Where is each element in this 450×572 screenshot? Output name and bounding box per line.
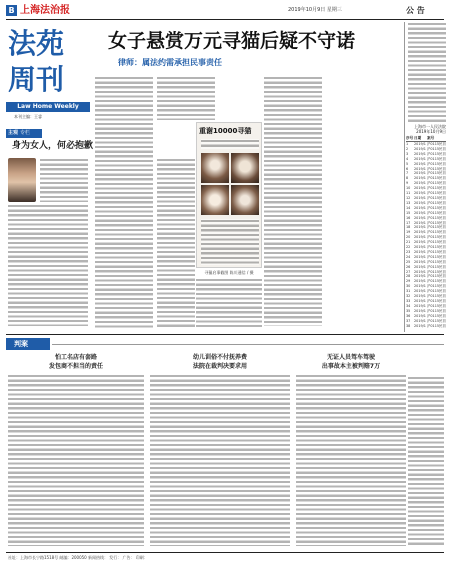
table-cell: 36 — [406, 313, 411, 318]
table-cell: 2019/1 — [414, 142, 426, 146]
table-cell: 2019/1 — [414, 303, 426, 308]
table-cell: 18 — [406, 225, 411, 230]
cat-image-2 — [231, 153, 259, 183]
table-cell: 13 — [406, 200, 411, 205]
table-cell: 38 — [406, 323, 411, 328]
table-cell: 沪0115民初 — [427, 313, 446, 318]
bottom-article-1-title: 怕工名店有套路 — [54, 354, 97, 361]
table-cell: 沪0115民初 — [427, 264, 446, 269]
notice-signoff: 上海市一人民法院 — [414, 124, 446, 129]
table-cell: 沪0115民初 — [427, 269, 446, 274]
table-cell: 沪0115民初 — [427, 289, 446, 294]
essay-title: 身为女人，何必抱歉 — [12, 141, 94, 151]
table-cell: 2019/1 — [414, 230, 426, 235]
table-cell: 沪0115民初 — [427, 181, 446, 186]
table-cell: 2 — [406, 146, 409, 151]
bottom-article-3-title: 无证人员驾车驾驶 — [326, 354, 375, 361]
author-portrait — [8, 158, 36, 202]
photo-caption: 寻猫启事截图 陈川通信 / 摄 — [204, 270, 254, 275]
table-cell: 2019/1 — [414, 181, 426, 186]
bottom-article-1-body — [8, 374, 144, 546]
table-cell: 2019/1 — [414, 151, 426, 156]
table-cell: 沪0115民初 — [427, 146, 446, 151]
table-cell: 7 — [406, 171, 409, 176]
table-cell: 沪0115民初 — [427, 323, 446, 328]
table-cell: 14 — [406, 205, 411, 210]
right-bottom-text — [408, 376, 444, 546]
table-cell: 2019/1 — [414, 215, 426, 220]
table-cell: 26 — [406, 264, 411, 269]
section-rule — [6, 334, 444, 335]
table-cell: 2019/1 — [414, 240, 426, 245]
bottom-article-1-subtitle: 发包商不担当的责任 — [48, 363, 103, 370]
weekly-title-block — [6, 28, 90, 122]
table-cell: 9 — [406, 181, 409, 186]
table-cell: 2019/1 — [414, 294, 426, 299]
cat-image-1 — [201, 153, 229, 183]
table-cell: 19 — [406, 230, 411, 235]
table-cell: 沪0115民初 — [427, 299, 446, 303]
table-cell: 2019/1 — [414, 235, 426, 240]
table-cell: 8 — [406, 176, 409, 181]
notice-date: 2019年10月9日 — [416, 129, 446, 134]
masthead-rule — [6, 19, 444, 20]
sub-headline: 律师：属法约需承担民事责任 — [118, 58, 222, 67]
table-cell: 2019/1 — [414, 166, 426, 171]
column-tag-label-2: 专栏 — [20, 130, 31, 136]
bottom-article-2-subtitle: 法院在裁判决要求用 — [192, 363, 247, 370]
table-cell: 23 — [406, 249, 411, 254]
table-cell: 30 — [406, 284, 411, 289]
masthead-logo-icon: B — [6, 5, 17, 16]
table-cell: 沪0115民初 — [427, 284, 446, 289]
table-cell: 沪0115民初 — [427, 308, 446, 313]
table-cell: 2019/1 — [414, 264, 426, 269]
story-col-2b — [157, 158, 195, 328]
column-tag-label: 主观 — [8, 130, 19, 136]
table-cell: 2019/1 — [414, 299, 426, 303]
table-cell: 11 — [406, 191, 411, 196]
cat-image-4 — [231, 185, 259, 215]
table-cell: 2019/1 — [414, 171, 426, 176]
table-cell: 2019/1 — [414, 220, 426, 225]
essay-body-top — [40, 158, 88, 202]
table-cell: 2019/1 — [414, 200, 426, 205]
table-cell: 27 — [406, 269, 411, 274]
main-headline: 女子悬赏万元寻猫后疑不守诺 — [108, 30, 356, 52]
table-cell: 29 — [406, 279, 411, 284]
masthead — [6, 4, 444, 18]
table-cell: 2019/1 — [414, 254, 426, 259]
table-cell: 沪0115民初 — [427, 186, 446, 191]
essay-body — [8, 204, 88, 326]
table-cell: 2019/1 — [414, 289, 426, 294]
table-cell: 沪0115民初 — [427, 166, 446, 171]
strip-line — [52, 344, 444, 345]
bottom-article-3-subtitle: 出事故本主被判赔7万 — [321, 363, 381, 370]
table-cell: 2019/1 — [414, 205, 426, 210]
table-cell: 沪0115民初 — [427, 176, 446, 181]
table-cell: 2019/1 — [414, 156, 426, 161]
table-cell: 25 — [406, 259, 411, 264]
table-cell: 33 — [406, 299, 411, 303]
table-cell: 沪0115民初 — [427, 151, 446, 156]
weekly-subtitle: Law Home Weekly — [6, 102, 90, 112]
bottom-article-3-body — [296, 374, 406, 546]
poster-text — [201, 139, 259, 149]
table-cell: 2019/1 — [414, 279, 426, 284]
table-cell: 1 — [406, 142, 409, 146]
table-cell: 沪0115民初 — [427, 161, 446, 166]
table-cell: 沪0115民初 — [427, 200, 446, 205]
table-cell: 沪0115民初 — [427, 171, 446, 176]
table-cell: 沪0115民初 — [427, 318, 446, 323]
table-cell: 5 — [406, 161, 409, 166]
table-header-date: 日期 — [414, 136, 422, 140]
table-cell: 2019/1 — [414, 191, 426, 196]
table-cell: 16 — [406, 215, 411, 220]
table-cell: 沪0115民初 — [427, 259, 446, 264]
table-cell: 28 — [406, 274, 411, 279]
table-cell: 沪0115民初 — [427, 240, 446, 245]
table-cell: 2019/1 — [414, 269, 426, 274]
bottom-strip-label: 判案 — [14, 340, 28, 348]
table-header-case: 案号 — [427, 136, 435, 140]
table-cell: 沪0115民初 — [427, 225, 446, 230]
table-cell: 24 — [406, 254, 411, 259]
case-table-rows — [406, 142, 446, 328]
cat-image-3 — [201, 185, 229, 215]
table-cell: 2019/1 — [414, 176, 426, 181]
table-cell: 15 — [406, 210, 411, 215]
table-cell: 沪0115民初 — [427, 245, 446, 250]
table-cell: 沪0115民初 — [427, 142, 446, 146]
table-cell: 2019/1 — [414, 195, 426, 200]
table-cell: 2019/1 — [414, 225, 426, 230]
table-cell: 沪0115民初 — [427, 215, 446, 220]
photo-poster-title: 重谢10000寻猫 — [199, 127, 252, 135]
bottom-article-2-title: 幼儿训俗不付抚养费 — [192, 354, 247, 361]
table-cell: 2019/1 — [414, 249, 426, 254]
table-cell: 沪0115民初 — [427, 254, 446, 259]
story-col-3 — [196, 278, 262, 328]
table-cell: 沪0115民初 — [427, 205, 446, 210]
table-cell: 12 — [406, 195, 411, 200]
column-tag — [6, 129, 42, 138]
table-cell: 3 — [406, 151, 409, 156]
table-cell: 2019/1 — [414, 308, 426, 313]
table-cell: 31 — [406, 289, 411, 294]
table-cell: 4 — [406, 156, 409, 161]
table-cell: 17 — [406, 220, 411, 225]
table-cell: 20 — [406, 235, 411, 240]
table-cell: 2019/1 — [414, 274, 426, 279]
weekly-title-bottom: 周刊 — [8, 63, 65, 96]
weekly-editor: 本刊主编：王睿 — [14, 114, 42, 119]
table-cell: 2019/1 — [414, 210, 426, 215]
table-cell: 2019/1 — [414, 284, 426, 289]
footer-info: 社址：上海市长宁路1518号 邮编：200050 新闻热线： 发行： 广告： 印刷： — [8, 555, 148, 560]
table-cell: 21 — [406, 240, 411, 245]
table-cell: 2019/1 — [414, 259, 426, 264]
table-cell: 沪0115民初 — [427, 230, 446, 235]
poster-footer-text — [201, 219, 259, 265]
story-col-4 — [264, 76, 322, 326]
table-cell: 37 — [406, 318, 411, 323]
masthead-paper-name: 上海法治报 — [20, 5, 70, 16]
weekly-title-top: 法苑 — [8, 27, 65, 60]
bottom-strip-tag — [6, 338, 50, 350]
table-cell: 沪0115民初 — [427, 191, 446, 196]
story-col-2 — [157, 76, 215, 120]
table-cell: 沪0115民初 — [427, 279, 446, 284]
case-table — [406, 136, 446, 328]
table-cell: 沪0115民初 — [427, 294, 446, 299]
table-row — [406, 324, 446, 329]
table-cell: 沪0115民初 — [427, 235, 446, 240]
footer-rule — [6, 552, 444, 553]
story-col-1 — [95, 76, 153, 328]
table-cell: 2019/1 — [414, 245, 426, 250]
table-cell: 2019/1 — [414, 318, 426, 323]
right-column-divider — [404, 22, 405, 332]
table-cell: 沪0115民初 — [427, 303, 446, 308]
table-cell: 6 — [406, 166, 409, 171]
table-cell: 34 — [406, 303, 411, 308]
table-cell: 沪0115民初 — [427, 220, 446, 225]
table-cell: 35 — [406, 308, 411, 313]
notice-text — [408, 22, 446, 122]
table-cell: 2019/1 — [414, 161, 426, 166]
table-cell: 22 — [406, 245, 411, 250]
bottom-article-2-body — [150, 374, 290, 546]
table-cell: 2019/1 — [414, 186, 426, 191]
bottom-article-1 — [8, 354, 144, 548]
table-cell: 沪0115民初 — [427, 195, 446, 200]
table-cell: 沪0115民初 — [427, 274, 446, 279]
table-cell: 沪0115民初 — [427, 249, 446, 254]
table-cell: 10 — [406, 186, 411, 191]
table-header-index: 序号 — [406, 136, 414, 140]
bottom-article-2 — [150, 354, 290, 548]
table-cell: 沪0115民初 — [427, 210, 446, 215]
table-cell: 沪0115民初 — [427, 156, 446, 161]
lost-cat-photo — [196, 122, 262, 268]
table-cell: 32 — [406, 294, 411, 299]
table-cell: 2019/1 — [414, 146, 426, 151]
table-cell: 2019/1 — [414, 313, 426, 318]
masthead-date: 2019年10月9日 星期三 — [288, 7, 342, 13]
masthead-section-label: 公 告 — [406, 6, 425, 15]
table-cell: 2019/1 — [414, 323, 426, 328]
